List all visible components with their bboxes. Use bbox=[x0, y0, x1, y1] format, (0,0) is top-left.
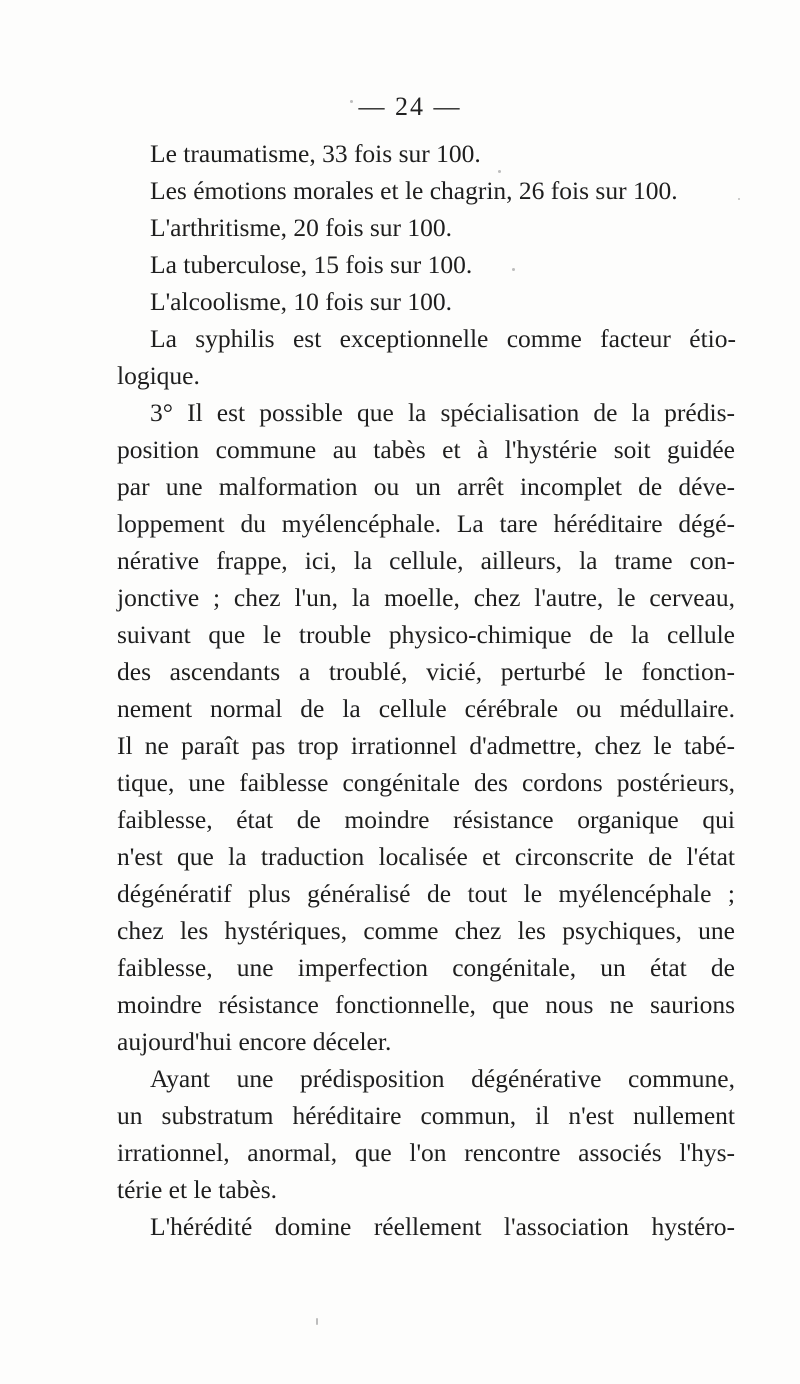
text-line-20: n'est que la traduction localisée et circonscrite de l'état bbox=[117, 842, 735, 871]
text-line-16: nement normal de la cellule cérébrale ou médullaire. bbox=[117, 694, 735, 723]
text-line-9: position commune au tabès et à l'hystérie soit guidée bbox=[117, 435, 735, 464]
text-line-27: un substratum héréditaire commun, il n'est nullement bbox=[117, 1101, 735, 1130]
text-line-12: nérative frappe, ici, la cellule, ailleurs, la trame con- bbox=[117, 546, 735, 575]
text-line-25: aujourd'hui encore déceler. bbox=[117, 1027, 392, 1056]
text-line-10: par une malformation ou un arrêt incomplet de déve- bbox=[117, 472, 735, 501]
text-line-22: chez les hystériques, comme chez les psychiques, une bbox=[117, 916, 735, 945]
text-line-3: L'arthritisme, 20 fois sur 100. bbox=[150, 213, 453, 242]
text-line-17: Il ne paraît pas trop irrationnel d'admettre, chez le tabé- bbox=[117, 731, 735, 760]
page-number: — 24 — bbox=[358, 92, 462, 121]
text-line-24: moindre résistance fonctionnelle, que nous ne saurions bbox=[117, 990, 735, 1019]
text-line-23: faiblesse, une imperfection congénitale, un état de bbox=[117, 953, 735, 982]
text-line-4: La tuberculose, 15 fois sur 100. bbox=[150, 250, 473, 279]
text-line-2: Les émotions morales et le chagrin, 26 fois sur 100. bbox=[150, 176, 678, 205]
text-line-7: logique. bbox=[117, 361, 200, 390]
text-line-5: L'alcoolisme, 10 fois sur 100. bbox=[150, 287, 453, 316]
text-line-26: Ayant une prédisposition dégénérative commune, bbox=[150, 1064, 735, 1093]
text-line-19: faiblesse, état de moindre résistance organique qui bbox=[117, 805, 735, 834]
text-line-18: tique, une faiblesse congénitale des cordons postérieurs, bbox=[117, 768, 735, 797]
text-line-11: loppement du myélencéphale. La tare héréditaire dégé- bbox=[117, 509, 735, 538]
text-line-29: térie et le tabès. bbox=[117, 1175, 277, 1204]
text-line-21: dégénératif plus généralisé de tout le myélencéphale ; bbox=[117, 879, 735, 908]
text-line-30: L'hérédité domine réellement l'association hystéro- bbox=[150, 1212, 735, 1241]
text-line-15: des ascendants a troublé, vicié, perturbé le fonction- bbox=[117, 657, 735, 686]
text-line-14: suivant que le trouble physico-chimique de la cellule bbox=[117, 620, 735, 649]
text-line-13: jonctive ; chez l'un, la moelle, chez l'autre, le cerveau, bbox=[117, 583, 735, 612]
text-line-28: irrationnel, anormal, que l'on rencontre associés l'hys- bbox=[117, 1138, 735, 1167]
text-line-8: 3° Il est possible que la spécialisation de la prédis- bbox=[150, 398, 735, 427]
text-line-6: La syphilis est exceptionnelle comme facteur étio- bbox=[150, 324, 736, 353]
text-line-1: Le traumatisme, 33 fois sur 100. bbox=[150, 139, 481, 168]
